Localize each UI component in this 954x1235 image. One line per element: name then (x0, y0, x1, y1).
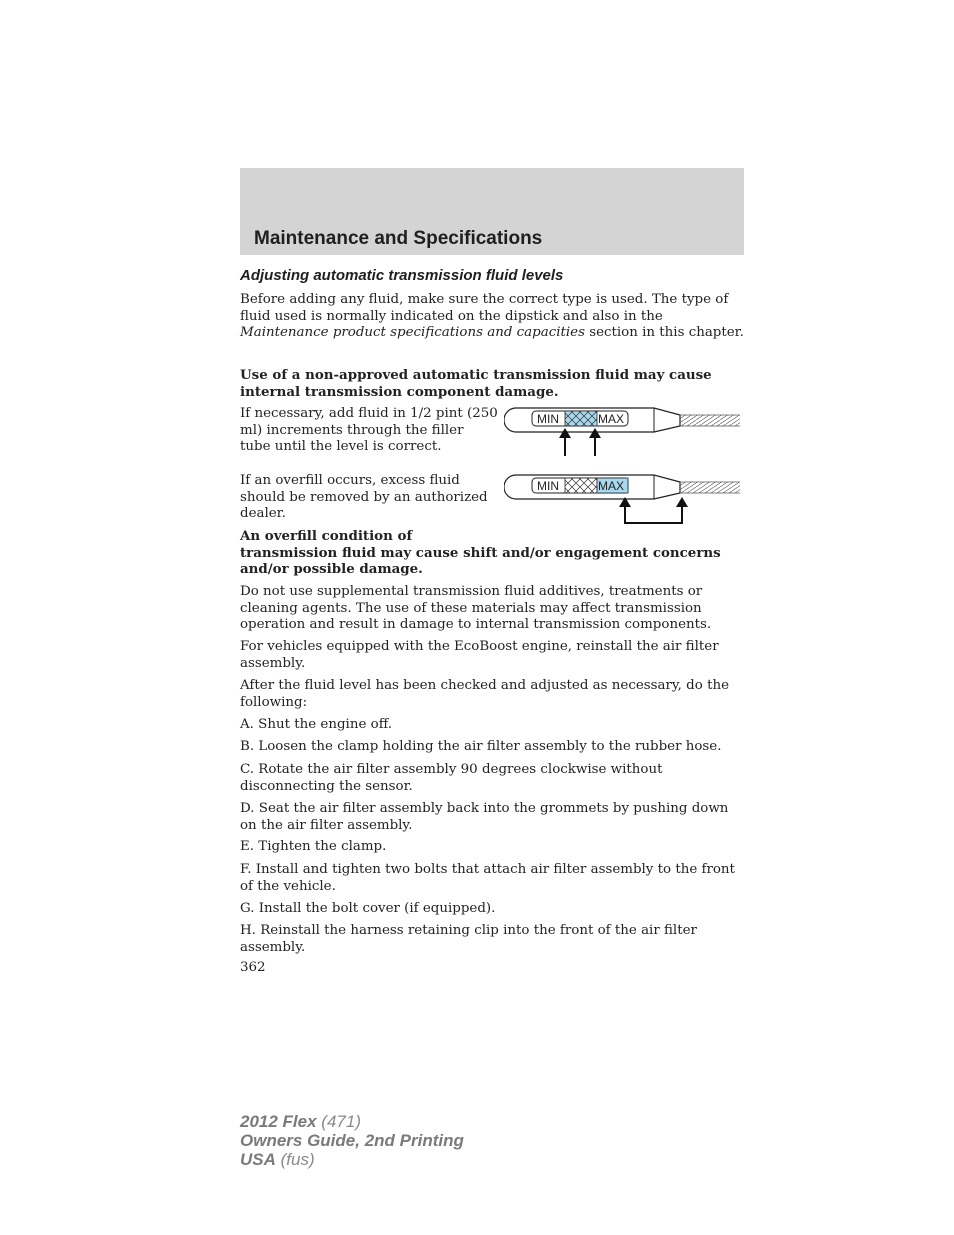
add-fluid-paragraph: If necessary, add fluid in 1/2 pint (250 ml) increments through the filler tube until the level is correct. (240, 406, 498, 454)
dipstick-diagram-add (504, 400, 744, 460)
footer-model: 2012 Flex (240, 1112, 317, 1131)
warning-overfill (240, 528, 744, 578)
step-b: B. Loosen the clamp holding the air filter assembly to the rubber hose. (240, 739, 722, 754)
step-f: F. Install and tighten two bolts that attach air filter assembly to the front of the vehicle. (240, 862, 735, 894)
dipstick-max-label: MAX (598, 412, 625, 426)
ecoboost-paragraph: For vehicles equipped with the EcoBoost engine, reinstall the air filter assembly. (240, 639, 719, 671)
additives-paragraph: Do not use supplemental transmission fluid additives, treatments or cleaning agents. The use of these materials may affect transmission operation and result in damage to internal transmission components. (240, 584, 712, 632)
footer-model-line (240, 1112, 464, 1131)
footer-guide: Owners Guide, 2nd Printing (240, 1131, 464, 1150)
page-number: 362 (240, 960, 266, 975)
after-check-paragraph: After the fluid level has been checked and adjusted as necessary, do the following: (240, 678, 729, 710)
step-c: C. Rotate the air filter assembly 90 degrees clockwise without disconnecting the sensor. (240, 762, 663, 794)
warning-overfill-line1: An overfill condition of (240, 528, 413, 544)
section-title: Maintenance and Specifications (254, 228, 543, 249)
dipstick-max-label: MAX (598, 479, 625, 493)
footer-model-code: (471) (321, 1112, 361, 1131)
intro-text-end: section in this chapter. (584, 325, 744, 340)
step-h: H. Reinstall the harness retaining clip into the front of the air filter assembly. (240, 923, 697, 955)
step-a: A. Shut the engine off. (240, 717, 392, 732)
dipstick-min-label: MIN (537, 479, 559, 493)
drain-arrow-icon (619, 497, 688, 523)
dipstick-min-label: MIN (537, 412, 559, 426)
subsection-title: Adjusting automatic transmission fluid levels (240, 267, 564, 284)
step-d: D. Seat the air filter assembly back into the grommets by pushing down on the air filter assembly. (240, 801, 729, 833)
overfill-paragraph: If an overfill occurs, excess fluid should be removed by an authorized dealer. (240, 473, 488, 521)
footer-guide-line (240, 1131, 464, 1150)
warning-non-approved-fluid: Use of a non-approved automatic transmission fluid may cause internal transmission component damage. (240, 367, 712, 400)
step-e: E. Tighten the clamp. (240, 839, 387, 854)
dipstick-diagram-overfill (504, 467, 744, 527)
warning-overfill-rest: transmission fluid may cause shift and/or engagement concerns and/or possible damage. (240, 544, 721, 577)
intro-paragraph (240, 292, 744, 342)
intro-text-start: Before adding any fluid, make sure the correct type is used. The type of fluid used is normally indicated on the dipstick and also in the (240, 292, 729, 324)
footer-region: USA (240, 1150, 276, 1169)
footer (240, 1112, 464, 1169)
footer-region-code: (fus) (280, 1150, 315, 1169)
step-g: G. Install the bolt cover (if equipped). (240, 901, 496, 916)
footer-region-line (240, 1150, 464, 1169)
intro-text-reference: Maintenance product specifications and capacities (240, 325, 585, 340)
